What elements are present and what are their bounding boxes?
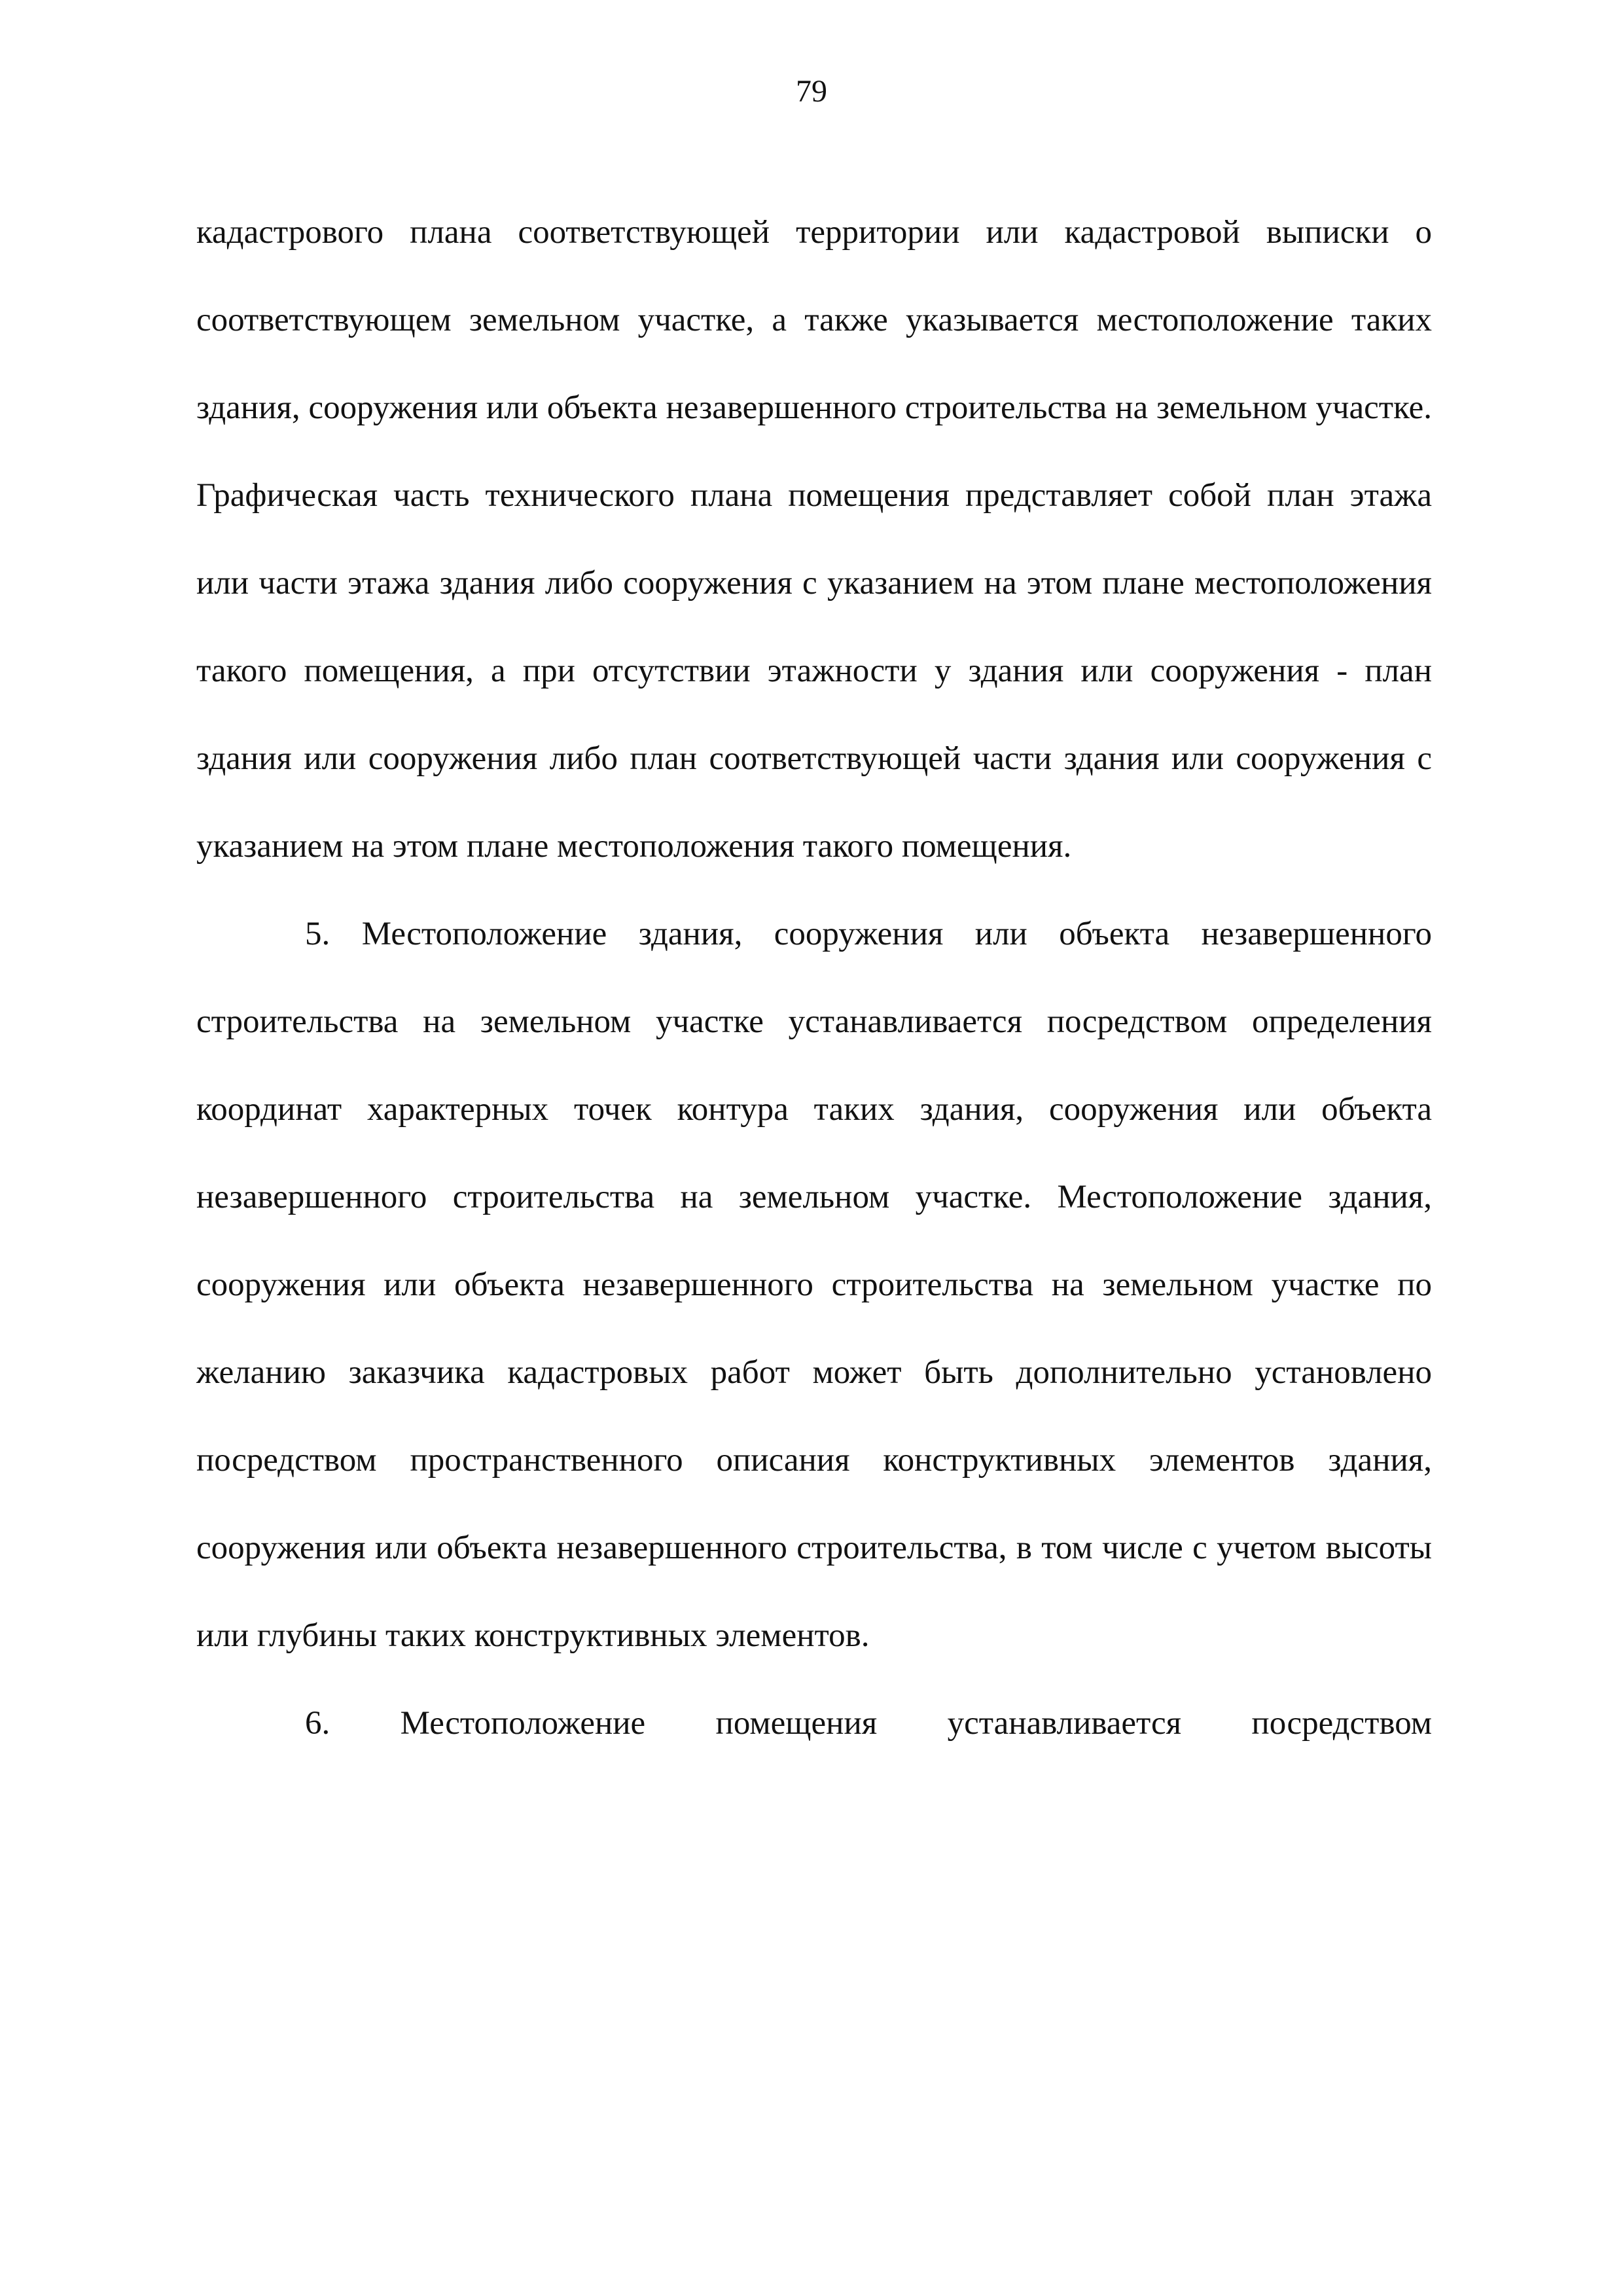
paragraph-continuation: кадастрового плана соответствующей территории или кадастровой выписки о соответствующем земельном участке, а также указывается местоположение таких здания, сооружения или объекта незавершенного строительства на земельном участке. Графическая часть технического плана помещения представляет собой план этажа или части этажа здания либо сооружения с указанием на этом плане местоположения такого помещения, а при отсутствии этажности у здания или сооружения - план здания или сооружения либо план соответствующей части здания или сооружения с указанием на этом плане местоположения такого помещения. (196, 214, 1432, 865)
document-body (196, 188, 1432, 1767)
page-number: 79 (796, 74, 827, 109)
paragraph-item-5: 5. Местоположение здания, сооружения или объекта незавершенного строительства на земельном участке устанавливается посредством определения координат характерных точек контура таких здания, сооружения или объекта незавершенного строительства на земельном участке. Местоположение здания, сооружения или объекта незавершенного строительства на земельном участке по желанию заказчика кадастровых работ может быть дополнительно установлено посредством пространственного описания конструктивных элементов здания, сооружения или объекта незавершенного строительства, в том числе с учетом высоты или глубины таких конструктивных элементов. (196, 916, 1432, 1654)
paragraph-item-6: 6. Местоположение помещения устанавливается посредством (305, 1705, 1432, 1742)
